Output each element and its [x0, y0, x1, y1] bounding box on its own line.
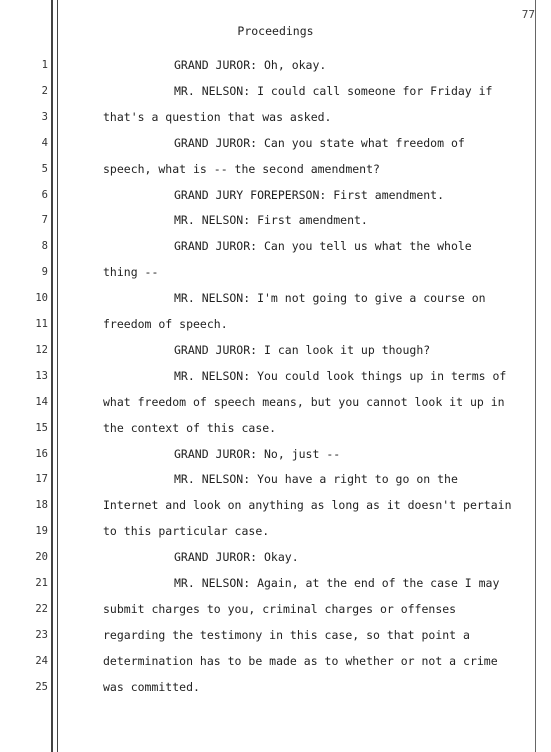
line-text: was committed.: [103, 679, 200, 694]
line-text: MR. NELSON: Again, at the end of the case I may: [174, 576, 500, 590]
line-text: that's a question that was asked.: [103, 109, 332, 124]
transcript-line: [0, 342, 540, 362]
transcript-line: [0, 161, 540, 181]
line-text: GRAND JUROR: I can look it up though?: [174, 342, 431, 357]
line-text: Internet and look on anything as long as it doesn't pertain: [103, 498, 512, 513]
transcript-line: [0, 109, 540, 129]
line-text: freedom of speech.: [103, 317, 228, 331]
transcript-line: [0, 653, 540, 673]
line-text: GRAND JUROR: Can you state what freedom of: [174, 135, 465, 150]
line-number: 20: [35, 551, 48, 564]
line-text: regarding the testimony in this case, so that point a: [103, 627, 470, 642]
page-header: Proceedings: [237, 24, 314, 38]
line-number: 17: [35, 473, 48, 486]
transcript-line: [0, 420, 540, 440]
line-number: 16: [35, 447, 48, 460]
line-number: 6: [41, 188, 48, 201]
line-text: GRAND JUROR: Can you tell us what the whole: [174, 239, 472, 254]
line-number: 22: [35, 602, 48, 615]
transcript-line: [0, 497, 540, 517]
transcript-line: [0, 601, 540, 621]
line-text: GRAND JUROR: Oh, okay.: [174, 58, 327, 72]
transcript-line: [0, 446, 540, 466]
transcript-line: [0, 523, 540, 543]
line-number: 1: [41, 59, 48, 71]
line-text: MR. NELSON: First amendment.: [174, 213, 368, 228]
line-number: 9: [41, 266, 48, 279]
transcript-line: [0, 394, 540, 414]
line-number: 25: [35, 680, 48, 693]
line-text: GRAND JURY FOREPERSON: First amendment.: [174, 187, 445, 202]
transcript-line: [0, 264, 540, 284]
transcript-line: [0, 187, 540, 207]
line-text: GRAND JUROR: No, just --: [174, 446, 341, 461]
line-number: 2: [41, 84, 48, 97]
line-number: 12: [35, 343, 48, 356]
transcript-line: [0, 135, 540, 155]
line-text: MR. NELSON: I could call someone for Friday if: [174, 83, 493, 98]
line-text: submit charges to you, criminal charges or offenses: [103, 601, 457, 616]
transcript-line: [0, 212, 540, 232]
line-text: to this particular case.: [103, 524, 270, 539]
transcript-line: [0, 471, 540, 491]
line-number: 4: [41, 136, 48, 149]
line-number: 11: [35, 318, 48, 330]
line-number: 13: [35, 369, 48, 382]
transcript-line: [0, 316, 540, 336]
page-number: 77: [521, 8, 535, 21]
line-number: 18: [35, 499, 48, 512]
transcript-line: [0, 83, 540, 103]
transcript-line: [0, 679, 540, 699]
line-number: 19: [35, 525, 48, 538]
line-number: 21: [35, 577, 48, 589]
line-text: MR. NELSON: You could look things up in terms of: [174, 368, 507, 383]
transcript-line: [0, 575, 540, 595]
line-number: 14: [35, 395, 48, 408]
line-number: 23: [35, 628, 48, 641]
transcript-line: [0, 549, 540, 569]
line-text: speech, what is -- the second amendment?: [103, 161, 380, 176]
transcript-line: [0, 368, 540, 388]
transcript-line: [0, 238, 540, 258]
line-text: the context of this case.: [103, 420, 277, 435]
line-text: determination has to be made as to whether or not a crime: [103, 653, 498, 668]
line-number: 7: [41, 214, 48, 227]
line-text: thing --: [103, 265, 159, 280]
line-text: MR. NELSON: I'm not going to give a course on: [174, 291, 486, 306]
transcript-line: [0, 290, 540, 310]
line-text: what freedom of speech means, but you cannot look it up in: [103, 394, 505, 409]
line-number: 10: [35, 292, 48, 305]
line-number: 5: [41, 162, 48, 175]
line-number: 15: [35, 421, 48, 434]
transcript-line: [0, 57, 540, 77]
line-number: 8: [41, 240, 48, 253]
line-text: GRAND JUROR: Okay.: [174, 550, 299, 565]
line-number: 24: [35, 654, 48, 667]
line-text: MR. NELSON: You have a right to go on the: [174, 472, 458, 487]
transcript-line: [0, 627, 540, 647]
line-number: 3: [41, 110, 48, 123]
